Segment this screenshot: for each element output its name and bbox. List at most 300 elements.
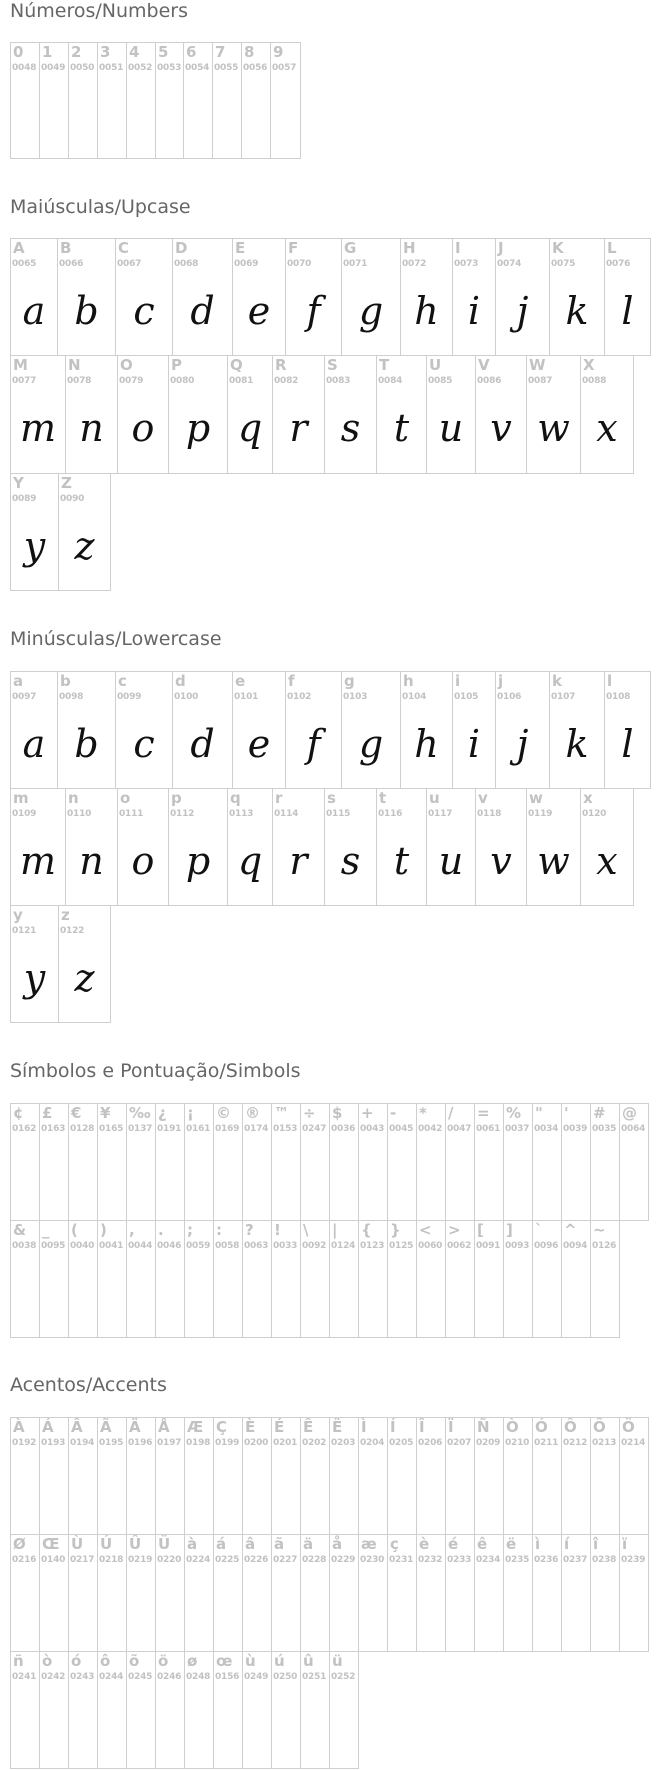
glyph-cell — [39, 42, 69, 159]
cell-code: 0202 — [302, 1438, 327, 1448]
glyph-cell — [358, 1103, 388, 1221]
cell-code: 0042 — [418, 1124, 443, 1134]
cell-code: 0072 — [402, 259, 427, 269]
glyph-cell — [300, 1220, 330, 1338]
cell-character: £ — [42, 1104, 53, 1122]
glyph-cell — [387, 1417, 417, 1535]
cell-character: Å — [158, 1418, 170, 1436]
cell-character: é — [448, 1535, 459, 1553]
glyph-cell — [271, 1534, 301, 1652]
glyph-cell — [57, 671, 116, 789]
cell-glyph-sample: g — [358, 289, 384, 333]
cell-character: 2 — [71, 43, 82, 61]
cell-code: 0104 — [402, 692, 427, 702]
cell-character: 3 — [100, 43, 111, 61]
glyph-cell — [324, 788, 377, 906]
cell-glyph-sample: x — [596, 406, 618, 450]
cell-glyph-sample: t — [393, 839, 410, 883]
cell-character: è — [419, 1535, 430, 1553]
cell-character: 6 — [186, 43, 197, 61]
cell-character: m — [13, 789, 29, 807]
cell-code: 0074 — [497, 259, 522, 269]
cell-character: ÷ — [303, 1104, 316, 1122]
glyph-cell — [271, 1220, 301, 1338]
cell-character: N — [68, 356, 81, 374]
cell-code: 0041 — [99, 1241, 124, 1251]
cell-glyph-sample: h — [414, 722, 439, 766]
cell-character: ? — [245, 1221, 254, 1239]
cell-code: 0206 — [418, 1438, 443, 1448]
glyph-cell — [549, 238, 605, 356]
cell-character: ä — [303, 1535, 314, 1553]
glyph-cell — [272, 355, 325, 474]
cell-character: i — [455, 672, 461, 690]
glyph-cell — [39, 1417, 69, 1535]
cell-code: 0073 — [454, 259, 479, 269]
cell-code: 0103 — [343, 692, 368, 702]
cell-character: $ — [332, 1104, 343, 1122]
cell-code: 0117 — [428, 809, 453, 819]
cell-code: 0233 — [447, 1555, 472, 1565]
cell-code: 0079 — [119, 376, 144, 386]
cell-code: 0062 — [447, 1241, 472, 1251]
glyph-cell — [126, 1651, 156, 1769]
cell-code: 0044 — [128, 1241, 153, 1251]
cell-code: 0156 — [215, 1672, 240, 1682]
cell-code: 0225 — [215, 1555, 240, 1565]
cell-character: Y — [13, 474, 24, 492]
glyph-cell — [561, 1534, 591, 1652]
cell-character: e — [235, 672, 246, 690]
cell-code: 0162 — [12, 1124, 37, 1134]
cell-character: Ó — [535, 1418, 548, 1436]
cell-code: 0209 — [476, 1438, 501, 1448]
cell-code: 0066 — [59, 259, 84, 269]
cell-code: 0161 — [186, 1124, 211, 1134]
cell-character: û — [303, 1652, 314, 1670]
cell-character: R — [275, 356, 287, 374]
glyph-cell — [270, 42, 301, 159]
glyph-cell — [445, 1534, 475, 1652]
cell-code: 0076 — [606, 259, 631, 269]
cell-glyph-sample: m — [19, 839, 57, 883]
glyph-cell — [213, 1651, 243, 1769]
cell-code: 0205 — [389, 1438, 414, 1448]
cell-character: Ù — [71, 1535, 84, 1553]
cell-character: v — [478, 789, 488, 807]
cell-code: 0204 — [360, 1438, 385, 1448]
cell-code: 0111 — [119, 809, 144, 819]
cell-code: 0236 — [534, 1555, 559, 1565]
glyph-cell — [324, 355, 377, 474]
glyph-cell — [271, 1651, 301, 1769]
cell-character: È — [245, 1418, 256, 1436]
cell-character: œ — [216, 1652, 233, 1670]
cell-character: + — [361, 1104, 374, 1122]
cell-character: Â — [71, 1418, 83, 1436]
glyph-cell — [300, 1651, 330, 1769]
cell-character: ø — [187, 1652, 198, 1670]
cell-code: 0063 — [244, 1241, 269, 1251]
cell-character: â — [245, 1535, 256, 1553]
cell-character: h — [403, 672, 414, 690]
cell-code: 0203 — [331, 1438, 356, 1448]
glyph-cell — [532, 1220, 562, 1338]
glyph-cell — [68, 1417, 98, 1535]
glyph-cell — [172, 238, 233, 356]
cell-code: 0226 — [244, 1555, 269, 1565]
section-title-symbols: Símbolos e Pontuação/Simbols — [10, 1060, 301, 1082]
cell-code: 0122 — [60, 926, 85, 936]
glyph-cell — [549, 671, 605, 789]
glyph-cell — [232, 238, 286, 356]
glyph-cell — [68, 42, 98, 159]
cell-character: g — [344, 672, 355, 690]
glyph-cell — [445, 1220, 475, 1338]
cell-character: ù — [245, 1652, 256, 1670]
cell-code: 0163 — [41, 1124, 66, 1134]
cell-character: q — [230, 789, 241, 807]
glyph-cell — [39, 1651, 69, 1769]
cell-character: = — [477, 1104, 490, 1122]
cell-code: 0228 — [302, 1555, 327, 1565]
section-title-accents: Acentos/Accents — [10, 1374, 167, 1396]
cell-character: ~ — [593, 1221, 606, 1239]
cell-code: 0165 — [99, 1124, 124, 1134]
cell-code: 0243 — [70, 1672, 95, 1682]
cell-code: 0217 — [70, 1555, 95, 1565]
cell-code: 0194 — [70, 1438, 95, 1448]
cell-code: 0248 — [186, 1672, 211, 1682]
cell-code: 0082 — [274, 376, 299, 386]
cell-character: Î — [419, 1418, 425, 1436]
glyph-cell — [10, 671, 58, 789]
cell-code: 0250 — [273, 1672, 298, 1682]
cell-glyph-sample: k — [565, 722, 589, 766]
cell-code: 0100 — [174, 692, 199, 702]
glyph-cell — [183, 42, 213, 159]
cell-code: 0058 — [215, 1241, 240, 1251]
cell-character: * — [419, 1104, 427, 1122]
cell-character: Ø — [13, 1535, 26, 1553]
cell-glyph-sample: v — [490, 406, 512, 450]
cell-character: õ — [129, 1652, 140, 1670]
glyph-cell — [475, 355, 527, 474]
glyph-cell — [358, 1417, 388, 1535]
glyph-cell — [155, 1534, 185, 1652]
glyph-cell — [184, 1103, 214, 1221]
cell-code: 0198 — [186, 1438, 211, 1448]
cell-code: 0235 — [505, 1555, 530, 1565]
glyph-cell — [10, 905, 59, 1023]
cell-character: c — [118, 672, 127, 690]
cell-code: 0087 — [528, 376, 553, 386]
cell-character: 8 — [244, 43, 255, 61]
glyph-cell — [155, 1220, 185, 1338]
glyph-cell — [68, 1220, 98, 1338]
cell-character: % — [506, 1104, 522, 1122]
glyph-cell — [475, 788, 527, 906]
cell-character: o — [120, 789, 131, 807]
cell-code: 0200 — [244, 1438, 269, 1448]
glyph-cell — [10, 473, 59, 591]
cell-code: 0060 — [418, 1241, 443, 1251]
cell-character: ç — [390, 1535, 399, 1553]
cell-character: î — [593, 1535, 599, 1553]
cell-character: Ê — [303, 1418, 314, 1436]
cell-code: 0080 — [170, 376, 195, 386]
cell-code: 0242 — [41, 1672, 66, 1682]
glyph-cell — [376, 355, 427, 474]
cell-character: | — [332, 1221, 338, 1239]
cell-code: 0043 — [360, 1124, 385, 1134]
glyph-cell — [503, 1103, 533, 1221]
cell-code: 0197 — [157, 1438, 182, 1448]
cell-character: E — [235, 239, 246, 257]
cell-glyph-sample: h — [414, 289, 439, 333]
glyph-cell — [10, 788, 66, 906]
cell-glyph-sample: n — [79, 406, 104, 450]
cell-glyph-sample: c — [133, 289, 155, 333]
cell-character: ! — [274, 1221, 281, 1239]
cell-character: y — [13, 906, 23, 924]
cell-code: 0065 — [12, 259, 37, 269]
cell-character: ¥ — [100, 1104, 111, 1122]
cell-code: 0047 — [447, 1124, 472, 1134]
glyph-cell — [452, 238, 496, 356]
cell-character: } — [390, 1221, 401, 1239]
glyph-cell — [213, 1534, 243, 1652]
cell-code: 0105 — [454, 692, 479, 702]
glyph-cell — [580, 788, 634, 906]
cell-character: 4 — [129, 43, 140, 61]
glyph-cell — [445, 1103, 475, 1221]
cell-character: Ò — [506, 1418, 519, 1436]
cell-character: C — [118, 239, 130, 257]
cell-character: ¿ — [158, 1104, 167, 1122]
cell-code: 0119 — [528, 809, 553, 819]
cell-character: n — [68, 789, 79, 807]
cell-character: , — [129, 1221, 135, 1239]
glyph-cell — [39, 1220, 69, 1338]
glyph-cell — [97, 1103, 127, 1221]
cell-character: > — [448, 1221, 461, 1239]
cell-glyph-sample: l — [621, 289, 634, 333]
cell-code: 0084 — [378, 376, 403, 386]
cell-glyph-sample: q — [237, 406, 263, 450]
glyph-cell — [10, 1220, 40, 1338]
glyph-cell — [590, 1534, 620, 1652]
cell-character: I — [455, 239, 461, 257]
section-title-numbers: Números/Numbers — [10, 0, 188, 22]
glyph-cell — [65, 355, 118, 474]
cell-code: 0124 — [331, 1241, 356, 1251]
cell-code: 0088 — [582, 376, 607, 386]
cell-code: 0051 — [99, 63, 124, 73]
glyph-cell — [126, 1220, 156, 1338]
cell-glyph-sample: p — [185, 839, 211, 883]
glyph-cell — [329, 1534, 359, 1652]
cell-code: 0191 — [157, 1124, 182, 1134]
glyph-cell — [474, 1220, 504, 1338]
cell-code: 0192 — [12, 1438, 37, 1448]
cell-code: 0249 — [244, 1672, 269, 1682]
glyph-cell — [387, 1534, 417, 1652]
cell-character: ^ — [564, 1221, 577, 1239]
cell-code: 0033 — [273, 1241, 298, 1251]
cell-code: 0064 — [621, 1124, 646, 1134]
cell-glyph-sample: c — [133, 722, 155, 766]
cell-character: Õ — [593, 1418, 606, 1436]
cell-code: 0038 — [12, 1241, 37, 1251]
cell-glyph-sample: z — [74, 956, 95, 1000]
glyph-cell — [242, 1103, 272, 1221]
cell-code: 0195 — [99, 1438, 124, 1448]
cell-character: ì — [535, 1535, 541, 1553]
cell-character: a — [13, 672, 24, 690]
cell-character: _ — [42, 1221, 50, 1239]
glyph-cell — [213, 1103, 243, 1221]
cell-character: F — [288, 239, 299, 257]
cell-character: k — [552, 672, 562, 690]
glyph-cell — [126, 1417, 156, 1535]
cell-character: 0 — [13, 43, 24, 61]
cell-glyph-sample: i — [467, 722, 481, 766]
cell-character: K — [552, 239, 564, 257]
glyph-cell — [285, 238, 342, 356]
cell-code: 0231 — [389, 1555, 414, 1565]
glyph-cell — [242, 1651, 272, 1769]
cell-code: 0090 — [60, 494, 85, 504]
glyph-cell — [271, 1103, 301, 1221]
cell-character: ™ — [274, 1104, 289, 1122]
cell-character: A — [13, 239, 25, 257]
cell-character: M — [13, 356, 28, 374]
cell-character: S — [327, 356, 338, 374]
cell-code: 0224 — [186, 1555, 211, 1565]
cell-character: Ì — [361, 1418, 367, 1436]
cell-code: 0174 — [244, 1124, 269, 1134]
cell-code: 0067 — [117, 259, 142, 269]
glyph-cell — [184, 1417, 214, 1535]
section-title-lowercase: Minúsculas/Lowercase — [10, 628, 222, 650]
glyph-cell — [213, 1417, 243, 1535]
cell-character: ê — [477, 1535, 488, 1553]
glyph-cell — [329, 1651, 359, 1769]
cell-glyph-sample: b — [74, 722, 99, 766]
glyph-cell — [10, 1417, 40, 1535]
glyph-cell — [97, 1220, 127, 1338]
glyph-cell — [532, 1534, 562, 1652]
cell-code: 0230 — [360, 1555, 385, 1565]
cell-character: u — [429, 789, 440, 807]
glyph-cell — [242, 1417, 272, 1535]
cell-code: 0238 — [592, 1555, 617, 1565]
cell-glyph-sample: y — [23, 524, 46, 568]
cell-code: 0094 — [563, 1241, 588, 1251]
cell-code: 0091 — [476, 1241, 501, 1251]
cell-character: s — [327, 789, 336, 807]
cell-code: 0247 — [302, 1124, 327, 1134]
cell-character: Ç — [216, 1418, 228, 1436]
glyph-cell — [503, 1417, 533, 1535]
cell-code: 0081 — [229, 376, 254, 386]
cell-character: ; — [187, 1221, 193, 1239]
cell-code: 0201 — [273, 1438, 298, 1448]
cell-code: 0107 — [551, 692, 576, 702]
cell-code: 0113 — [229, 809, 254, 819]
cell-character: p — [171, 789, 182, 807]
glyph-cell — [68, 1103, 98, 1221]
cell-code: 0169 — [215, 1124, 240, 1134]
cell-character: ã — [274, 1535, 285, 1553]
cell-character: Z — [61, 474, 72, 492]
cell-character: . — [158, 1221, 164, 1239]
cell-character: T — [379, 356, 390, 374]
cell-glyph-sample: y — [23, 956, 46, 1000]
glyph-cell — [227, 788, 273, 906]
cell-code: 0244 — [99, 1672, 124, 1682]
glyph-cell — [232, 671, 286, 789]
cell-character: Ô — [564, 1418, 577, 1436]
cell-character: í — [564, 1535, 570, 1553]
cell-character: D — [175, 239, 188, 257]
cell-code: 0059 — [186, 1241, 211, 1251]
cell-character: © — [216, 1104, 231, 1122]
cell-character: Á — [42, 1418, 54, 1436]
glyph-cell — [474, 1534, 504, 1652]
glyph-cell — [503, 1220, 533, 1338]
cell-code: 0078 — [67, 376, 92, 386]
cell-character: ] — [506, 1221, 513, 1239]
glyph-cell — [580, 355, 634, 474]
cell-code: 0120 — [582, 809, 607, 819]
cell-glyph-sample: s — [340, 406, 361, 450]
cell-code: 0097 — [12, 692, 37, 702]
cell-character: ï — [622, 1535, 628, 1553]
cell-code: 0109 — [12, 809, 37, 819]
cell-code: 0116 — [378, 809, 403, 819]
cell-character: á — [216, 1535, 227, 1553]
cell-code: 0075 — [551, 259, 576, 269]
glyph-cell — [561, 1417, 591, 1535]
cell-code: 0098 — [59, 692, 84, 702]
cell-character: Ã — [100, 1418, 112, 1436]
glyph-cell — [115, 238, 173, 356]
cell-code: 0037 — [505, 1124, 530, 1134]
glyph-cell — [416, 1417, 446, 1535]
cell-character: ö — [158, 1652, 169, 1670]
cell-code: 0193 — [41, 1438, 66, 1448]
glyph-cell — [272, 788, 325, 906]
cell-character: X — [583, 356, 595, 374]
glyph-cell — [241, 42, 271, 159]
cell-character: ñ — [13, 1652, 24, 1670]
cell-code: 0245 — [128, 1672, 153, 1682]
cell-glyph-sample: x — [596, 839, 618, 883]
glyph-cell — [97, 42, 127, 159]
cell-character: ò — [42, 1652, 53, 1670]
cell-glyph-sample: w — [537, 839, 570, 883]
glyph-cell — [172, 671, 233, 789]
cell-glyph-sample: v — [490, 839, 512, 883]
glyph-cell — [68, 1534, 98, 1652]
cell-character: Ü — [158, 1535, 171, 1553]
cell-glyph-sample: j — [516, 289, 529, 333]
cell-glyph-sample: f — [306, 289, 321, 333]
glyph-cell — [10, 1651, 40, 1769]
cell-glyph-sample: d — [190, 289, 215, 333]
